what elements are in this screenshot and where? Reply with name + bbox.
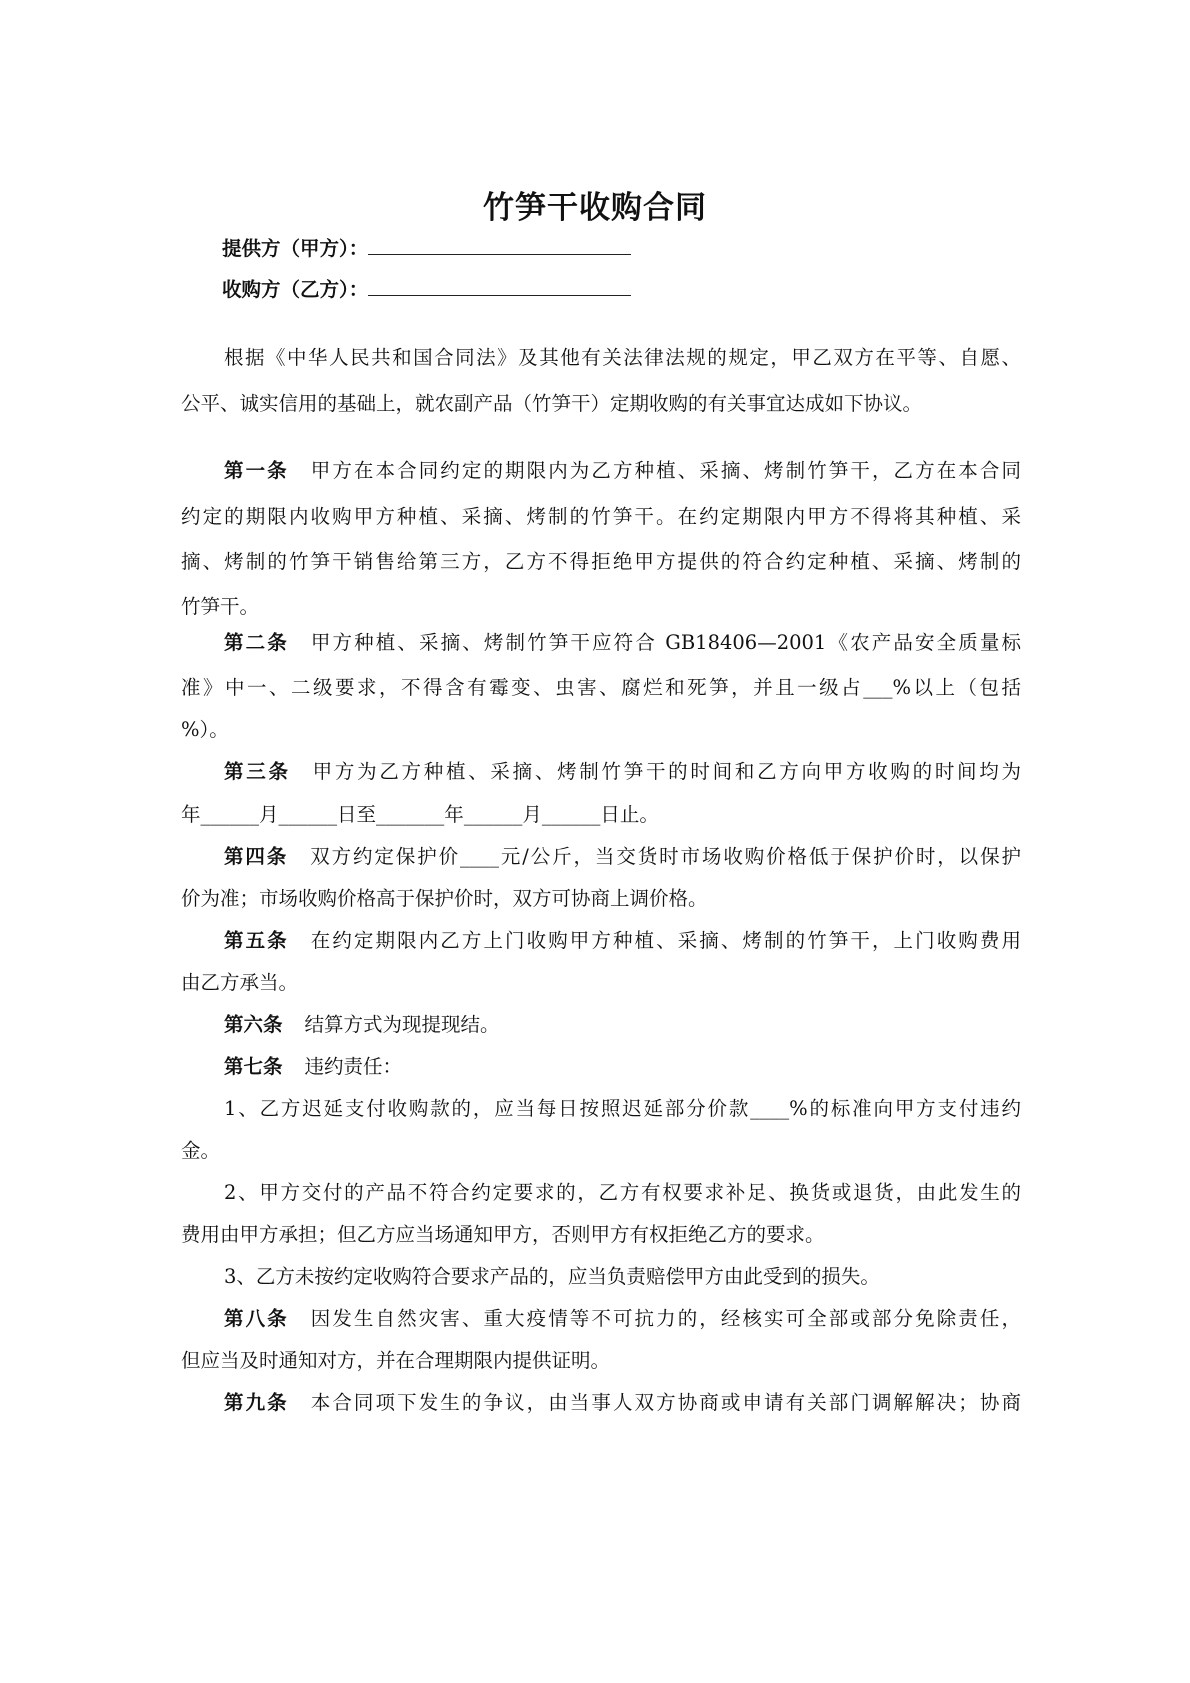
article-9-line-1 (181, 1388, 1021, 1418)
article-1-line-1 (181, 456, 1021, 486)
article-1-text: 甲方在本合同约定的期限内为乙方种植、采摘、烤制竹笋干，乙方在本合同 (310, 459, 1021, 482)
protection-price-blank[interactable]: ____ (459, 845, 499, 868)
item-1-text-c: %的标准向甲方支付违约 (789, 1097, 1021, 1120)
start-month-blank[interactable]: ______ (200, 803, 260, 826)
article-3-line-2 (181, 800, 1021, 830)
article-2-text-c: %以上（包括 (892, 676, 1021, 699)
article-7-text: 违约责任： (304, 1055, 403, 1078)
month-label: 月 (259, 803, 279, 826)
item-1-text-a: 1、乙方迟延支付收购款的，应当每日按照迟延部分价款 (224, 1097, 751, 1120)
party-b-label: 收购方（乙方）： (222, 278, 369, 301)
preamble-line-2: 公平、诚实信用的基础上，就农副产品（竹笋干）定期收购的有关事宜达成如下协议。 (181, 392, 923, 415)
grade-percent-blank[interactable]: ___ (863, 676, 893, 699)
year-label: 年 (181, 803, 201, 826)
article-2-text: 甲方种植、采摘、烤制竹笋干应符合 GB18406—2001《农产品安全质量标 (310, 631, 1021, 654)
party-a-blank[interactable] (368, 232, 631, 255)
article-2-line-1 (181, 628, 1021, 658)
article-1-number: 第一条 (224, 459, 289, 482)
end-month-blank[interactable]: ______ (463, 803, 523, 826)
article-5-line-1 (181, 926, 1021, 956)
end-day-blank[interactable]: ______ (541, 803, 601, 826)
article-9-number: 第九条 (224, 1391, 289, 1414)
article-7-line-1 (181, 1052, 1021, 1082)
article-4-number: 第四条 (224, 845, 289, 868)
article-2-line-3: %）。 (181, 718, 229, 741)
start-day-blank[interactable]: ______ (278, 803, 338, 826)
item-2-line-2: 费用由甲方承担；但乙方应当场通知甲方，否则甲方有权拒绝乙方的要求。 (181, 1223, 825, 1246)
article-5-line-2: 由乙方承当。 (181, 971, 299, 994)
article-1-line-4: 竹笋干。 (181, 595, 260, 618)
year-label-2: 年 (444, 803, 464, 826)
party-b-blank[interactable] (368, 273, 631, 296)
article-6-line-1 (181, 1010, 1021, 1040)
party-a-label: 提供方（甲方）： (222, 237, 369, 260)
article-2-text-a: 准》中一、二级要求，不得含有霉变、虫害、腐烂和死笋，并且一级占 (181, 676, 864, 699)
article-3-text: 甲方为乙方种植、采摘、烤制竹笋干的时间和乙方向甲方收购的时间均为 (312, 760, 1021, 783)
item-2-line-1: 2、甲方交付的产品不符合约定要求的，乙方有权要求补足、换货或退货，由此发生的 (224, 1181, 1021, 1204)
article-5-number: 第五条 (224, 929, 289, 952)
article-4-line-1 (181, 842, 1021, 872)
article-6-number: 第六条 (224, 1013, 283, 1036)
article-5-text: 在约定期限内乙方上门收购甲方种植、采摘、烤制的竹笋干，上门收购费用 (310, 929, 1021, 952)
day-end-label: 日止。 (600, 803, 659, 826)
day-to-label: 日至 (337, 803, 377, 826)
article-6-text: 结算方式为现提现结。 (304, 1013, 500, 1036)
article-1-line-3: 摘、烤制的竹笋干销售给第三方，乙方不得拒绝甲方提供的符合约定种植、采摘、烤制的 (181, 550, 1021, 573)
article-8-line-2: 但应当及时通知对方，并在合理期限内提供证明。 (181, 1349, 611, 1372)
article-8-line-1 (181, 1304, 1021, 1334)
end-year-blank[interactable]: _______ (376, 803, 445, 826)
item-1-line-2: 金。 (181, 1139, 221, 1162)
penalty-percent-blank[interactable]: ____ (750, 1097, 790, 1120)
article-4-line-2: 价为准；市场收购价格高于保护价时，双方可协商上调价格。 (181, 887, 708, 910)
article-7-number: 第七条 (224, 1055, 283, 1078)
party-a-line (222, 232, 631, 262)
article-9-text: 本合同项下发生的争议，由当事人双方协商或申请有关部门调解解决；协商 (310, 1391, 1021, 1414)
article-2-line-2 (181, 673, 1021, 703)
article-3-number: 第三条 (224, 760, 291, 783)
article-2-number: 第二条 (224, 631, 289, 654)
party-b-line (222, 273, 631, 303)
article-8-number: 第八条 (224, 1307, 289, 1330)
article-8-text: 因发生自然灾害、重大疫情等不可抗力的，经核实可全部或部分免除责任， (310, 1307, 1021, 1330)
article-4-text-c: 元/公斤，当交货时市场收购价格低于保护价时，以保护 (498, 845, 1021, 868)
document-title: 竹笋干收购合同 (483, 190, 707, 226)
item-1-line-1 (181, 1094, 1021, 1124)
item-3-line-1: 3、乙方未按约定收购符合要求产品的，应当负责赔偿甲方由此受到的损失。 (224, 1265, 880, 1288)
article-1-line-2: 约定的期限内收购甲方种植、采摘、烤制的竹笋干。在约定期限内甲方不得将其种植、采 (181, 505, 1021, 528)
month-label-2: 月 (522, 803, 542, 826)
article-3-line-1 (181, 757, 1021, 787)
article-4-text-a: 双方约定保护价 (310, 845, 460, 868)
preamble-line-1: 根据《中华人民共和国合同法》及其他有关法律法规的规定，甲乙双方在平等、自愿、 (224, 346, 1021, 369)
